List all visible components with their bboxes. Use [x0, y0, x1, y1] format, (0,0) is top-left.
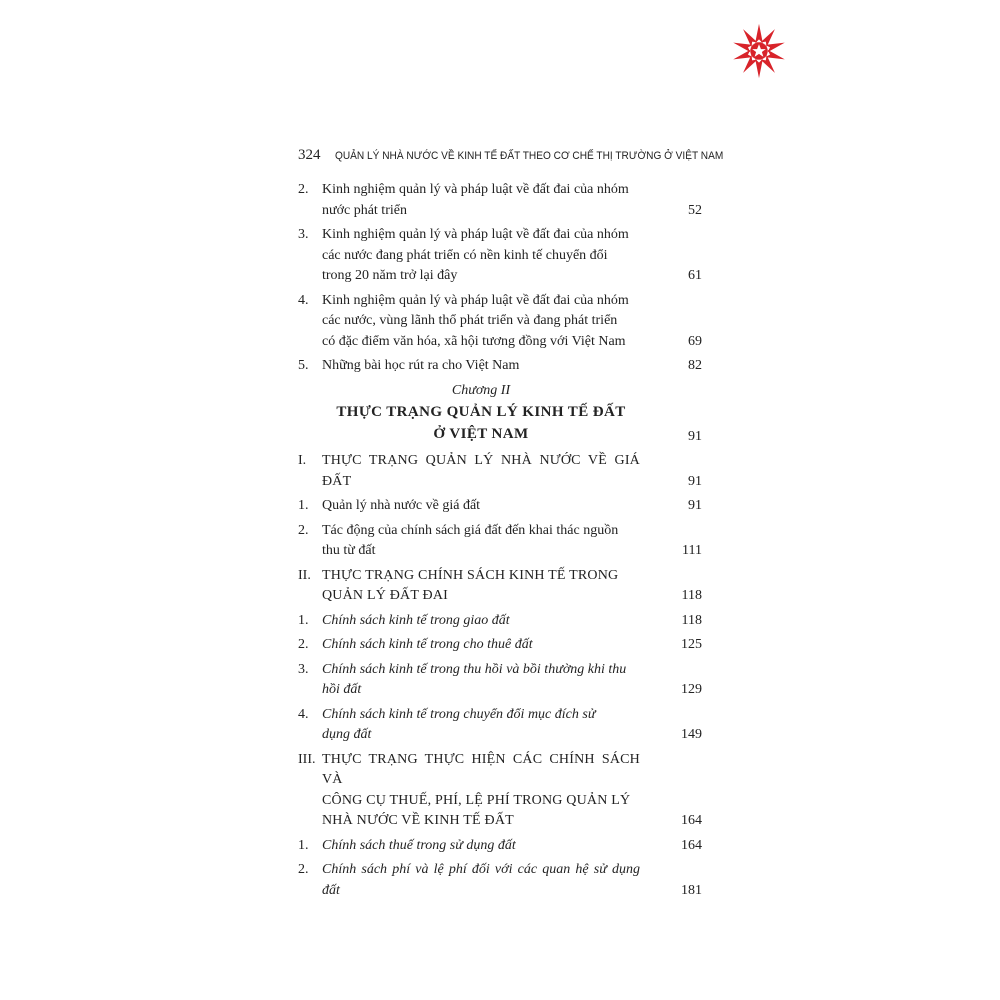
- toc-section-page: 164: [681, 813, 702, 828]
- toc-section: [298, 451, 704, 492]
- toc-entry-number: 1.: [298, 498, 309, 513]
- toc-entry: [298, 860, 704, 901]
- toc-entry-page: 111: [682, 543, 702, 558]
- toc-entry-text: Kinh nghiệm quản lý và pháp luật về đất đai của nhóm nước phát triển: [322, 182, 629, 218]
- toc-entry-number: 2.: [298, 637, 309, 652]
- toc-entry: [298, 836, 704, 857]
- toc-section-number: II.: [298, 567, 311, 583]
- toc-entry: [298, 180, 704, 221]
- toc-entry-number: 2.: [298, 182, 309, 197]
- toc-entry-number: 1.: [298, 612, 309, 628]
- red-star-emblem-icon: [730, 22, 788, 80]
- toc-entry-page: 181: [681, 882, 702, 898]
- toc-entry-page: 61: [688, 268, 702, 283]
- toc-entry-text: Chính sách kinh tế trong giao đất: [322, 612, 510, 628]
- toc-entry-text: Kinh nghiệm quản lý và pháp luật về đất đai của nhóm các nước đang phát triển có nền kinh tế chuyển đổi trong 20 năm trở lại đây: [322, 227, 629, 283]
- toc-entry-number: 2.: [298, 522, 309, 538]
- toc-section: [298, 566, 704, 607]
- toc-entry-number: 2.: [298, 862, 309, 877]
- toc-entry-number: 5.: [298, 358, 309, 373]
- toc-section-number: III.: [298, 751, 316, 767]
- toc-entry-page: 69: [688, 333, 702, 349]
- running-head: [298, 146, 757, 164]
- toc-section-text: THỰC TRẠNG QUẢN LÝ NHÀ NƯỚC VỀ GIÁ ĐẤT: [322, 453, 640, 489]
- toc-entry-number: 4.: [298, 706, 309, 722]
- toc-entry: [298, 521, 704, 562]
- toc-entry: [298, 611, 704, 632]
- toc-section-text: THỰC TRẠNG THỰC HIỆN CÁC CHÍNH SÁCH VÀ CÔNG CỤ THUẾ, PHÍ, LỆ PHÍ TRONG QUẢN LÝ NHÀ NƯỚC VỀ KINH TẾ ĐẤT: [322, 751, 640, 828]
- toc-entry-text: Tác động của chính sách giá đất đến khai thác nguồn thu từ đất: [322, 522, 619, 558]
- toc-section-page: 118: [681, 588, 702, 603]
- table-of-contents: [298, 180, 704, 905]
- toc-entry-text: Chính sách kinh tế trong cho thuê đất: [322, 637, 533, 652]
- page-number: 324: [298, 147, 321, 163]
- toc-entry-text: Chính sách kinh tế trong thu hồi và bồi thường khi thu hồi đất: [322, 661, 627, 697]
- toc-entry: [298, 635, 704, 656]
- toc-entry-text: Chính sách kinh tế trong chuyển đổi mục đích sử dụng đất: [322, 706, 596, 742]
- toc-section-page: 91: [688, 473, 702, 489]
- chapter-heading: [298, 381, 704, 446]
- toc-entry-page: 118: [681, 612, 702, 628]
- toc-entry: [298, 291, 704, 353]
- toc-entry-text: Quản lý nhà nước về giá đất: [322, 498, 481, 513]
- toc-entry-page: 149: [681, 727, 702, 742]
- toc-entry-page: 82: [688, 358, 702, 373]
- toc-entry: [298, 356, 704, 377]
- toc-section-text: THỰC TRẠNG CHÍNH SÁCH KINH TẾ TRONG QUẢN LÝ ĐẤT ĐAI: [322, 567, 619, 603]
- toc-entry: [298, 225, 704, 287]
- toc-entry-page: 129: [681, 682, 702, 697]
- toc-entry-text: Kinh nghiệm quản lý và pháp luật về đất đai của nhóm các nước, vùng lãnh thổ phát triển và đang phát triển có đặc điểm văn hóa, xã hội tương đồng với Việt Nam: [322, 292, 629, 349]
- toc-entry-text: Chính sách thuế trong sử dụng đất: [322, 837, 516, 853]
- toc-entry-number: 3.: [298, 227, 309, 242]
- running-title: QUẢN LÝ NHÀ NƯỚC VỀ KINH TẾ ĐẤT THEO CƠ CHẾ THỊ TRƯỜNG Ở VIỆT NAM: [334, 150, 723, 162]
- toc-entry: [298, 496, 704, 517]
- toc-entry-number: 1.: [298, 837, 309, 853]
- chapter-title: THỰC TRẠNG QUẢN LÝ KINH TẾ ĐẤT Ở VIỆT NAM: [336, 404, 626, 442]
- toc-entry-page: 91: [688, 498, 702, 513]
- toc-entry-page: 164: [681, 837, 702, 853]
- toc-entry-page: 125: [681, 637, 702, 652]
- toc-section-number: I.: [298, 453, 307, 468]
- toc-entry-page: 52: [688, 202, 702, 218]
- chapter-label: Chương II: [451, 382, 511, 398]
- toc-entry-number: 4.: [298, 292, 309, 308]
- chapter-page: 91: [688, 428, 702, 444]
- toc-entry: [298, 660, 704, 701]
- toc-entry-text: Chính sách phí và lệ phí đối với các quan hệ sử dụng đất: [322, 862, 640, 898]
- toc-entry: [298, 705, 704, 746]
- toc-entry-number: 3.: [298, 661, 309, 677]
- toc-section: [298, 750, 704, 832]
- toc-entry-text: Những bài học rút ra cho Việt Nam: [322, 358, 520, 373]
